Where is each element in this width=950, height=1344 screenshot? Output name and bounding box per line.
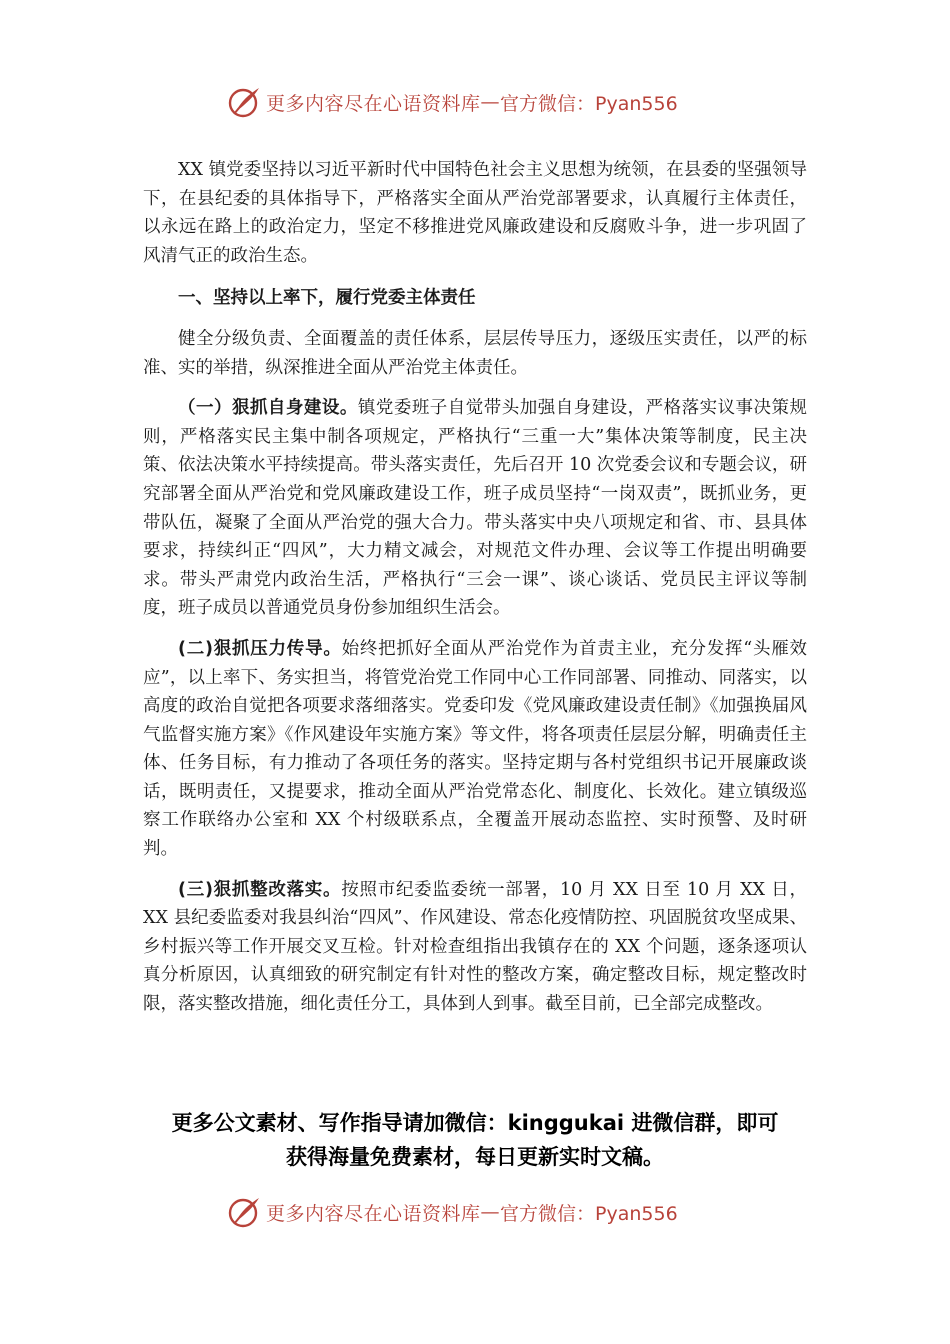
document-body bbox=[143, 156, 807, 1019]
banner-wechat: 官方微信：Pyan556 bbox=[500, 1202, 678, 1225]
footer-banner bbox=[226, 1192, 726, 1232]
item-lead-1: （一）狠抓自身建设。 bbox=[178, 398, 358, 419]
banner-brand: 更多内容尽在心语资料库 bbox=[266, 1202, 481, 1225]
quill-logo-icon bbox=[226, 84, 262, 120]
intro-paragraph: XX 镇党委坚持以习近平新时代中国特色社会主义思想为统领，在县委的坚强领导下，在县纪委的具体指导下，严格落实全面从严治党部署要求，认真履行主体责任，以永远在路上的政治定力，坚定不移推进党风廉政建设和反腐败斗争，进一步巩固了风清气正的政治生态。 bbox=[143, 160, 807, 266]
quill-logo-icon bbox=[226, 1194, 262, 1230]
promo-line-2: 获得海量免费素材，每日更新实时文稿。 bbox=[286, 1145, 664, 1169]
item-lead-2: (二)狠抓压力传导。 bbox=[178, 638, 342, 659]
item-text-3: 按照市纪委监委统一部署，10 月 XX 日至 10 月 XX 日，XX 县纪委监委对我县纠治“四风”、作风建设、常态化疫情防控、巩固脱贫攻坚成果、乡村振兴等工作开展交叉互检。针对检查组指出我镇存在的 XX 个问题，逐条逐项认真分析原因，认真细致的研究制定有针对性的整改方案，确定整改目标，规定整改时限，落实整改措施，细化责任分工，具体到人到事。截至目前，已全部完成整改。 bbox=[143, 879, 808, 1015]
section-summary: 健全分级负责、全面覆盖的责任体系，层层传导压力，逐级压实责任，以严的标准、实的举措，纵深推进全面从严治党主体责任。 bbox=[143, 328, 807, 378]
banner-brand: 更多内容尽在心语资料库 bbox=[266, 92, 481, 115]
item-paragraph-3 bbox=[143, 876, 807, 1019]
item-lead-3: (三)狠抓整改落实。 bbox=[178, 879, 342, 900]
item-text-2: 始终把抓好全面从严治党作为首责主业，充分发挥“头雁效应”，以上率下、务实担当，将管党治党工作同中心工作同部署、同推动、同落实，以高度的政治自觉把各项要求落细落实。党委印发《党风廉政建设责任制》《加强换届风气监督实施方案》《作风建设年实施方案》等文件，将各项责任层层分解，明确责任主体、任务目标，有力推动了各项任务的落实。坚持定期与各村党组织书记开展廉政谈话，既明责任，又提要求，推动全面从严治党常态化、制度化、长效化。建立镇级巡察工作联络办公室和 XX 个村级联系点，全覆盖开展动态监控、实时预警、及时研判。 bbox=[143, 638, 808, 860]
promo-line-1: 更多公文素材、写作指导请加微信：kinggukai 进微信群，即可 bbox=[171, 1111, 779, 1135]
item-paragraph-1 bbox=[143, 394, 807, 623]
banner-dash: — bbox=[480, 91, 501, 113]
promo-block bbox=[120, 1106, 830, 1174]
item-text-1: 镇党委班子自觉带头加强自身建设，严格落实议事决策规则，严格落实民主集中制各项规定，严格执行“三重一大”集体决策等制度，民主决策、依法决策水平持续提高。带头落实责任，先后召开 10 次党委会议和专题会议，研究部署全面从严治党和党风廉政建设工作，班子成员坚持“一岗双责”，既抓业务，更带队伍，凝聚了全面从严治党的强大合力。带头落实中央八项规定和省、市、县具体要求，持续纠正“四风”，大力精文减会，对规范文件办理、会议等工作提出明确要求。带头严肃党内政治生活，严格执行“三会一课”、谈心谈话、党员民主评议等制度，班子成员以普通党员身份参加组织生活会。 bbox=[143, 398, 808, 619]
section-heading: 一、坚持以上率下，履行党委主体责任 bbox=[178, 288, 476, 309]
item-paragraph-2 bbox=[143, 635, 807, 864]
banner-wechat: 官方微信：Pyan556 bbox=[500, 92, 678, 115]
banner-dash: — bbox=[480, 1201, 501, 1223]
header-banner bbox=[226, 82, 726, 122]
